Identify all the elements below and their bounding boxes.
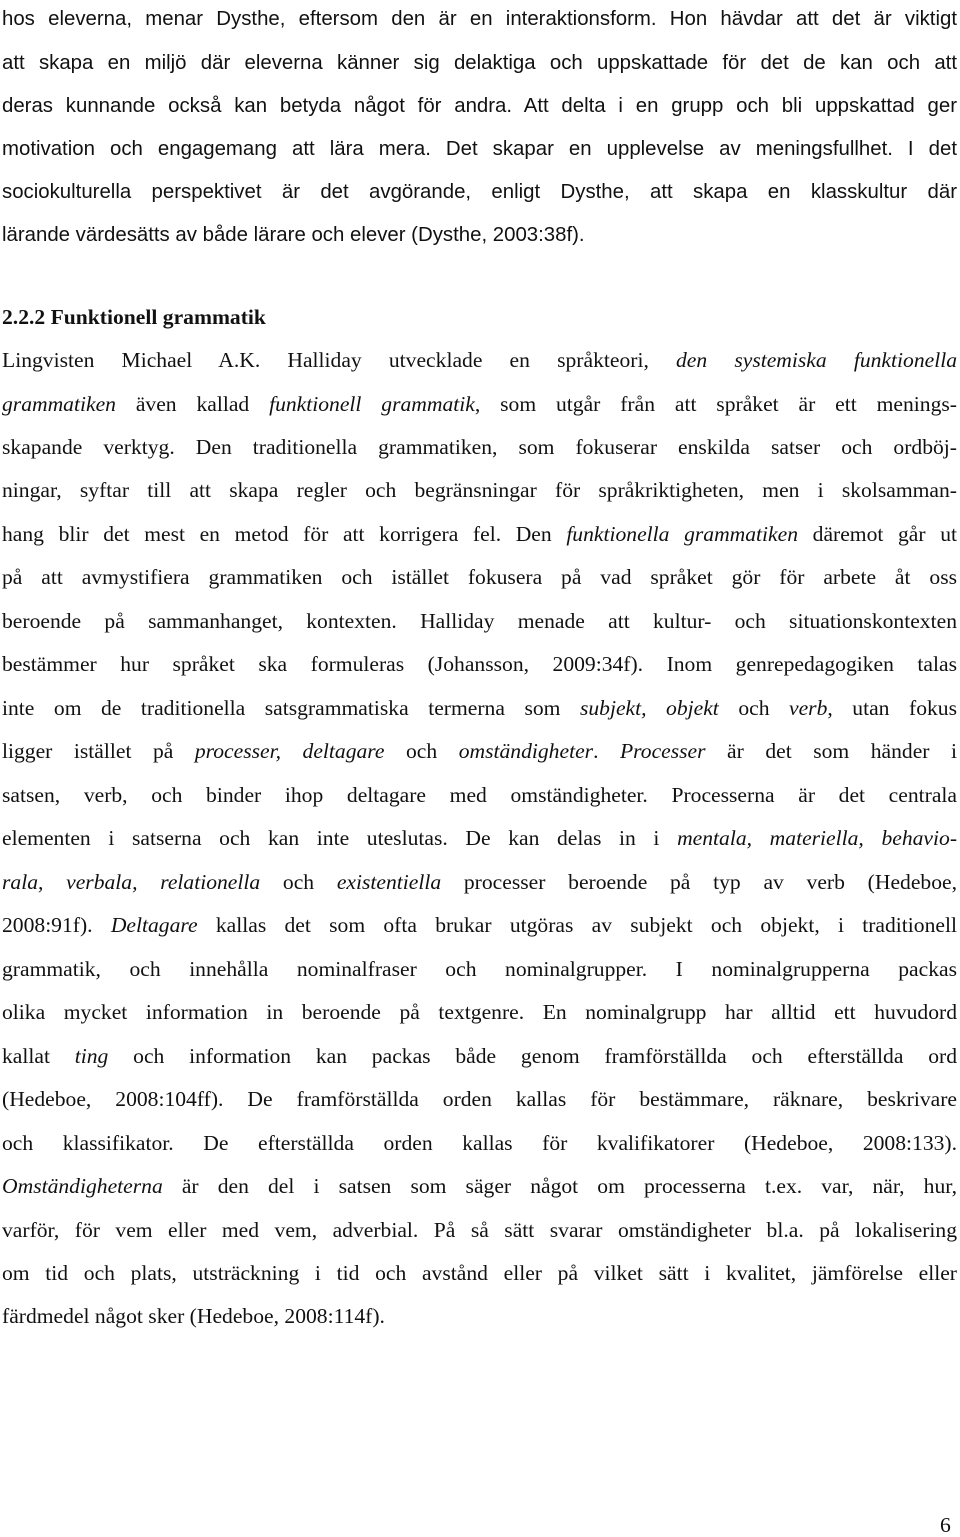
text-run: är den del i satsen som säger något om processerna t.ex. var, när, hur,	[162, 1174, 957, 1198]
text-line	[2, 737, 957, 767]
text-line	[2, 1172, 957, 1202]
text-line	[2, 781, 957, 811]
text-line	[2, 346, 957, 376]
text-run: kallas det som ofta brukar utgöras av subjekt och objekt, i traditionell	[197, 913, 957, 937]
text-line	[2, 694, 957, 724]
italic-term: grammatiken	[2, 392, 116, 416]
text-line	[2, 49, 957, 79]
italic-term: Processer	[619, 739, 706, 763]
text-line	[2, 1085, 957, 1115]
text-run: processer beroende på typ av verb (Hedeboe,	[441, 870, 957, 894]
italic-term: subjekt, objekt	[579, 696, 719, 720]
text-run: hang blir det mest en metod för att korrigera fel. Den	[2, 522, 567, 546]
text-run: motivation och engagemang att lära mera. Det skapar en upplevelse av meningsfullhet. I det	[2, 138, 957, 160]
text-line	[2, 824, 957, 854]
text-run: att skapa en miljö där eleverna känner sig delaktiga och uppskattade för det de kan och att	[2, 52, 957, 74]
text-run: ningar, syftar till att skapa regler och begränsningar för språkriktigheten, men i skolsamman-	[2, 478, 957, 502]
text-line	[2, 911, 957, 941]
text-run: kallat	[2, 1044, 75, 1068]
text-run: varför, för vem eller med vem, adverbial. På så sätt svarar omständigheter bl.a. på lokalisering	[2, 1218, 957, 1242]
section-heading	[2, 303, 957, 333]
text-line	[2, 868, 957, 898]
text-line	[2, 221, 957, 251]
text-run: elementen i satserna och kan inte uteslutas. De kan delas in i	[2, 826, 678, 850]
text-run: ligger istället på	[2, 739, 195, 763]
text-line	[2, 607, 957, 637]
italic-term: den systemiska funktionella	[676, 348, 957, 372]
italic-term: funktionell grammatik	[269, 392, 475, 416]
text-run: 2008:91f).	[2, 913, 111, 937]
italic-term: rala, verbala, relationella	[2, 870, 261, 894]
text-line	[2, 92, 957, 122]
text-run: om tid och plats, utsträckning i tid och avstånd eller på vilket sätt i kvalitet, jämförelse eller	[2, 1261, 957, 1285]
text-run: och	[384, 739, 459, 763]
text-run: är det som händer i	[705, 739, 958, 763]
page-number: 6	[940, 1513, 951, 1537]
text-run: och klassifikator. De efterställda orden kallas för kvalifikatorer (Hedeboe, 2008:133).	[2, 1131, 957, 1155]
text-line	[2, 433, 957, 463]
text-run: även kallad	[115, 392, 270, 416]
text-run: skapande verktyg.	[2, 435, 175, 459]
text-run: sociokulturella perspektivet är det avgörande, enligt Dysthe, att skapa en klasskultur där	[2, 181, 957, 203]
text-run: satsen, verb, och binder ihop deltagare med omständigheter. Processerna är det centrala	[2, 783, 957, 807]
text-line	[2, 998, 957, 1028]
text-line	[2, 5, 957, 35]
text-run: hos eleverna, menar Dysthe, eftersom den är en interaktionsform. Hon hävdar att det är viktigt	[2, 8, 957, 30]
text-line	[2, 476, 957, 506]
text-line	[2, 1302, 957, 1332]
text-run: lärande värdesätts av både lärare och elever (Dysthe, 2003:38f).	[2, 224, 585, 246]
text-run: inte om de traditionella satsgrammatiska termerna som	[2, 696, 580, 720]
text-run: och information kan packas både genom framförställda och efterställda ord	[108, 1044, 957, 1068]
text-run: deras kunnande också kan betyda något för andra. Att delta i en grupp och bli uppskattad ger	[2, 95, 957, 117]
text-run: grammatik, och innehålla nominalfraser och nominalgrupper. I nominalgrupperna packas	[2, 957, 957, 981]
text-line	[2, 1259, 957, 1289]
text-run: bestämmer hur språket ska formuleras (Johansson, 2009:34f). Inom genrepedagogiken talas	[2, 652, 957, 676]
text-line	[2, 1216, 957, 1246]
text-run: och	[718, 696, 790, 720]
text-run: .	[593, 739, 620, 763]
text-run: däremot går ut	[798, 522, 957, 546]
text-line	[2, 178, 957, 208]
text-run: beroende på sammanhanget, kontexten. Halliday menade att kultur- och situationskontexten	[2, 609, 957, 633]
italic-term: existentiella	[336, 870, 442, 894]
italic-term: processer, deltagare	[194, 739, 385, 763]
text-line	[2, 1042, 957, 1072]
text-run: Den traditionella grammatiken, som fokuserar enskilda satser och ordböj-	[174, 435, 957, 459]
italic-term: Omständigheterna	[2, 1174, 163, 1198]
text-line	[2, 390, 957, 420]
text-line	[2, 955, 957, 985]
text-line	[2, 520, 957, 550]
text-run: , som utgår från att språket är ett menings-	[474, 392, 957, 416]
italic-term: Deltagare	[110, 913, 198, 937]
text-run: Lingvisten Michael A.K. Halliday utvecklade en språkteori,	[2, 348, 676, 372]
text-run: (Hedeboe, 2008:104ff). De framförställda orden kallas för bestämmare, räknare, beskrivare	[2, 1087, 957, 1111]
text-line	[2, 135, 957, 165]
text-run: 2.2.2 Funktionell grammatik	[2, 305, 266, 329]
italic-term: omständigheter	[458, 739, 594, 763]
text-line	[2, 650, 957, 680]
text-run: , utan fokus	[827, 696, 957, 720]
text-run: färdmedel något sker (Hedeboe, 2008:114f).	[2, 1304, 385, 1328]
italic-term: ting	[74, 1044, 109, 1068]
text-run: olika mycket information in beroende på textgenre. En nominalgrupp har alltid ett huvudord	[2, 1000, 957, 1024]
italic-term: verb	[789, 696, 828, 720]
text-run: på att avmystifiera grammatiken och istället fokusera på vad språket gör för arbete åt oss	[2, 565, 957, 589]
italic-term: mentala, materiella, behavio-	[677, 826, 958, 850]
text-line	[2, 563, 957, 593]
italic-term: funktionella grammatiken	[566, 522, 799, 546]
text-line	[2, 1129, 957, 1159]
text-run: och	[260, 870, 337, 894]
